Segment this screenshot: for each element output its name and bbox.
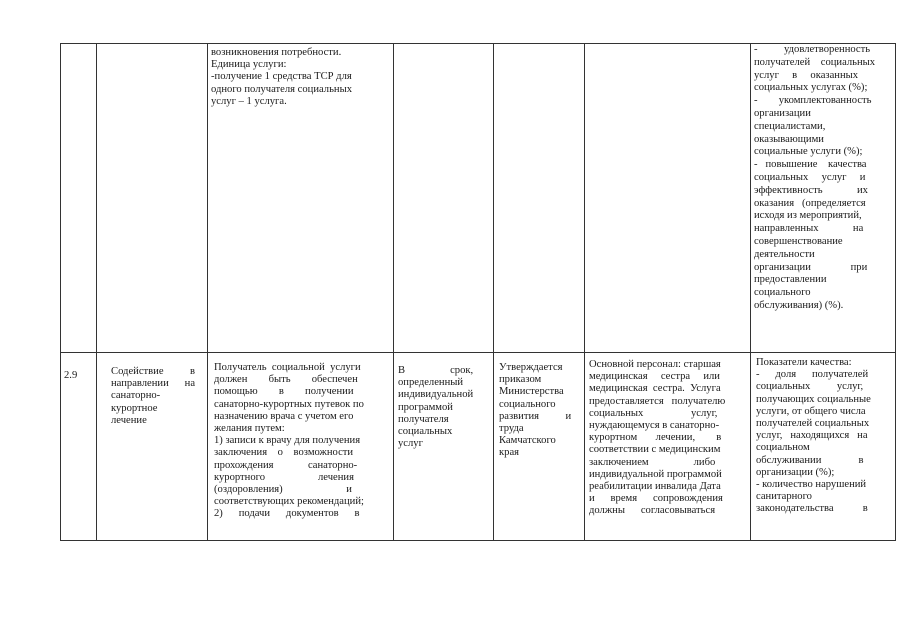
text-line: помощью в получении <box>214 386 354 398</box>
text-line: - повышение качества <box>754 159 867 171</box>
text-line: соответствии с медицинским <box>589 444 721 456</box>
service-name <box>111 366 205 427</box>
text-line: Камчатского <box>499 435 556 447</box>
text-line: Показатели качества: <box>756 357 852 368</box>
text-line: деятельности <box>754 248 815 260</box>
text-line: санаторно-курортных путевок по <box>214 398 364 410</box>
text-line: 2) подачи документов в <box>214 508 360 520</box>
row-number-text: 2.9 <box>64 370 78 381</box>
row-divider <box>60 352 896 353</box>
service-conditions <box>589 359 749 518</box>
top-row-description <box>211 47 391 108</box>
column-border <box>584 43 585 541</box>
text-line: Министерства <box>499 386 564 398</box>
text-line: соответствующих рекомендаций; <box>214 496 364 508</box>
service-description <box>214 362 391 521</box>
text-line: желания путем: <box>214 423 285 435</box>
text-line: обслуживания) (%). <box>754 299 844 311</box>
text-line: - количество нарушений <box>756 479 867 491</box>
text-line: услуг, находящихся на <box>756 430 868 442</box>
text-line: назначению врача с учетом его <box>214 410 354 422</box>
row-number <box>64 370 94 382</box>
text-line: предоставляется получателю <box>589 395 726 407</box>
text-line: социальных <box>398 426 453 438</box>
text-line: Утверждается <box>499 362 563 373</box>
text-line: медицинская сестра. Услуга <box>589 383 721 395</box>
text-line: программой <box>398 401 453 413</box>
text-line: заключением либо <box>589 456 716 468</box>
text-line: лечение <box>111 414 147 426</box>
text-line: социальных услуг, <box>756 381 864 393</box>
text-line: 1) записи к врачу для получения <box>214 435 361 447</box>
text-line: Основной персонал: старшая <box>589 359 721 370</box>
text-line: Содействие в <box>111 366 196 377</box>
text-line: получателей социальных <box>754 56 876 68</box>
text-line: реабилитации инвалида Дата <box>589 481 721 493</box>
text-line: должен быть обеспечен <box>214 374 358 386</box>
text-line: должны согласовываться <box>589 505 716 517</box>
text-line: услуг в оказанных <box>754 69 859 81</box>
column-border <box>60 43 61 541</box>
text-line: эффективность их <box>754 184 868 196</box>
service-tariff <box>499 362 582 460</box>
text-line: получателей социальных <box>756 418 870 430</box>
text-line: медицинская сестра или <box>589 371 720 383</box>
text-line: курортное <box>111 402 158 414</box>
text-line: санитарного <box>756 491 812 503</box>
column-border <box>207 43 208 541</box>
text-line: направлении на <box>111 378 196 390</box>
text-line: нуждающемуся в санаторно- <box>589 420 720 432</box>
text-line: направленных на <box>754 223 864 235</box>
text-line: развития и <box>499 410 572 422</box>
text-line: курортного лечения <box>214 471 354 483</box>
text-line: социальные услуги (%); <box>754 146 863 158</box>
text-line: заключения о возможности <box>214 447 354 459</box>
top-row-indicators <box>754 44 892 313</box>
text-line: организации при <box>754 261 868 273</box>
text-line: курортном лечении, в <box>589 432 722 444</box>
text-line: Единица услуги: <box>211 59 287 71</box>
text-line: предоставлении <box>754 274 827 286</box>
text-line: социальных услугах (%); <box>754 82 868 94</box>
text-line: совершенствование <box>754 235 843 247</box>
text-line: социальных услуг, <box>589 407 718 419</box>
text-line: социального <box>499 398 556 410</box>
column-border <box>96 43 97 541</box>
text-line: организации <box>754 107 811 119</box>
text-line: (оздоровления) и <box>214 484 352 496</box>
text-line: прохождения санаторно- <box>214 459 358 471</box>
text-line: - укомплектованность <box>754 95 872 107</box>
text-line: обслуживании в <box>756 454 864 466</box>
text-line: возникновения потребности. <box>211 47 342 58</box>
table-bottom-border <box>60 540 896 541</box>
text-line: исходя из мероприятий, <box>754 210 862 222</box>
quality-indicators <box>756 357 894 516</box>
column-border <box>393 43 394 541</box>
text-line: законодательства в <box>756 503 868 515</box>
text-line: определенный <box>398 377 464 389</box>
text-line: - удовлетворенность <box>754 44 871 55</box>
text-line: оказания (определяется <box>754 197 866 209</box>
text-line: края <box>499 447 520 459</box>
text-line: услуг – 1 услуга. <box>211 95 287 107</box>
text-line: социальных услуг и <box>754 171 866 183</box>
text-line: специалистами, <box>754 120 826 132</box>
text-line: приказом <box>499 374 542 386</box>
text-line: услуги, от общего числа <box>756 405 866 417</box>
text-line: индивидуальной программой <box>589 468 722 480</box>
service-term <box>398 365 491 450</box>
text-line: труда <box>499 423 524 435</box>
text-line: социальном <box>756 442 810 454</box>
text-line: санаторно- <box>111 390 161 402</box>
column-border <box>750 43 751 541</box>
text-line: получающих социальные <box>756 393 871 405</box>
column-border <box>493 43 494 541</box>
text-line: получателя <box>398 413 449 425</box>
column-border <box>895 43 896 541</box>
text-line: оказывающими <box>754 133 824 145</box>
text-line: одного получателя социальных <box>211 83 353 95</box>
text-line: -получение 1 средства ТСР для <box>211 71 352 83</box>
text-line: В срок, <box>398 365 474 376</box>
text-line: Получатель социальной услуги <box>214 362 361 373</box>
text-line: социального <box>754 287 811 299</box>
text-line: - доля получателей <box>756 369 869 381</box>
text-line: организации (%); <box>756 466 835 478</box>
text-line: индивидуальной <box>398 389 474 401</box>
text-line: и время сопровождения <box>589 493 723 505</box>
text-line: услуг <box>398 438 423 450</box>
